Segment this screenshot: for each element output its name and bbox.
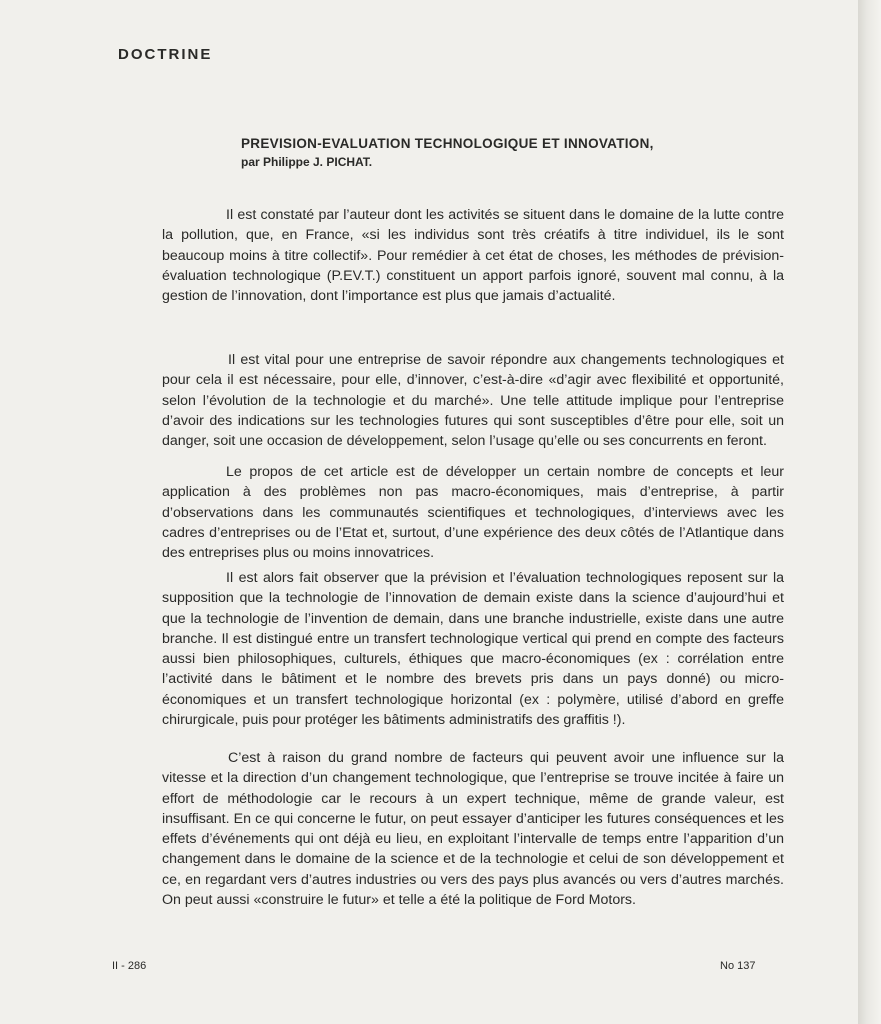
paragraph-1: Il est constaté par l’auteur dont les activités se situent dans le domaine de la lutte contre la pollution, que, en France, «si les individus sont très créatifs à titre individuel, ils le sont beaucoup moins à titre collectif». Pour remédier à cet état de choses, les méthodes de prévision-évaluation technologique (P.EV.T.) constituent un apport parfois ignoré, souvent mal connu, à la gestion de l’innovation, dont l’importance est plus que jamais d’actualité. <box>162 207 784 305</box>
page-edge <box>858 0 881 1024</box>
footer-issue-number: No 137 <box>720 960 756 972</box>
footer-page-number: II - 286 <box>112 960 147 972</box>
paragraph-2: Il est vital pour une entreprise de savoir répondre aux changements technologiques et pour cela il est nécessaire, pour elle, d’innover, c’est-à-dire «d’agir avec flexibilité et opportunité, selon l’évolution de la technologie et du marché». Une telle attitude implique pour l’entreprise d’avoir des indications sur les technologies futures qui sont susceptibles d’être pour elle, soit un danger, soit une occasion de développement, selon l’usage qu’elle ou ses concurrents en feront. <box>162 352 784 450</box>
section-heading: DOCTRINE <box>118 46 213 63</box>
article-byline: par Philippe J. PICHAT. <box>241 155 373 169</box>
paragraph-5: C’est à raison du grand nombre de facteurs qui peuvent avoir une influence sur la vitesse et la direction d’un changement technologique, que l’entreprise se trouve incitée à faire un effort de méthodologie car le recours à un expert technique, même de grande valeur, est insuffisant. En ce qui concerne le futur, on peut essayer d’anticiper les futures conséquences et les effets d’événements qui ont déjà eu lieu, en exploitant l’intervalle de temps entre l’apparition d’un changement dans le domaine de la science et de la technologie et celui de son développement et ce, en regardant vers d’autres industries ou vers des pays plus avancés ou vers d’autres marchés. On peut aussi «construire le futur» et telle a été la politique de Ford Motors. <box>162 750 784 909</box>
article-title: PREVISION-EVALUATION TECHNOLOGIQUE ET INNOVATION, <box>241 136 654 151</box>
paragraph-3: Le propos de cet article est de développer un certain nombre de concepts et leur application à des problèmes non pas macro-économiques, mais d’entreprise, à partir d’observations dans les communautés scientifiques et technologiques, d’interviews avec les cadres d’entreprises ou de l’Etat et, surtout, d’une expérience des deux côtés de l’Atlantique dans des entreprises plus ou moins innovatrices. <box>162 464 784 562</box>
paragraph-4: Il est alors fait observer que la prévision et l’évaluation technologiques reposent sur la supposition que la technologie de l’innovation de demain existe dans la science d’aujourd’hui et que la technologie de l’invention de demain, dans une branche industrielle, existe dans une autre branche. Il est distingué entre un transfert technologique vertical qui prend en compte des facteurs aussi bien philosophiques, culturels, éthiques que macro-économiques (ex : corrélation entre l’activité dans le bâtiment et le nombre des brevets pris dans un pays donné) ou micro-économiques et un transfert technologique horizontal (ex : polymère, utilisé d’abord en greffe chirurgicale, puis pour protéger les bâtiments administratifs des graffitis !). <box>162 570 784 729</box>
